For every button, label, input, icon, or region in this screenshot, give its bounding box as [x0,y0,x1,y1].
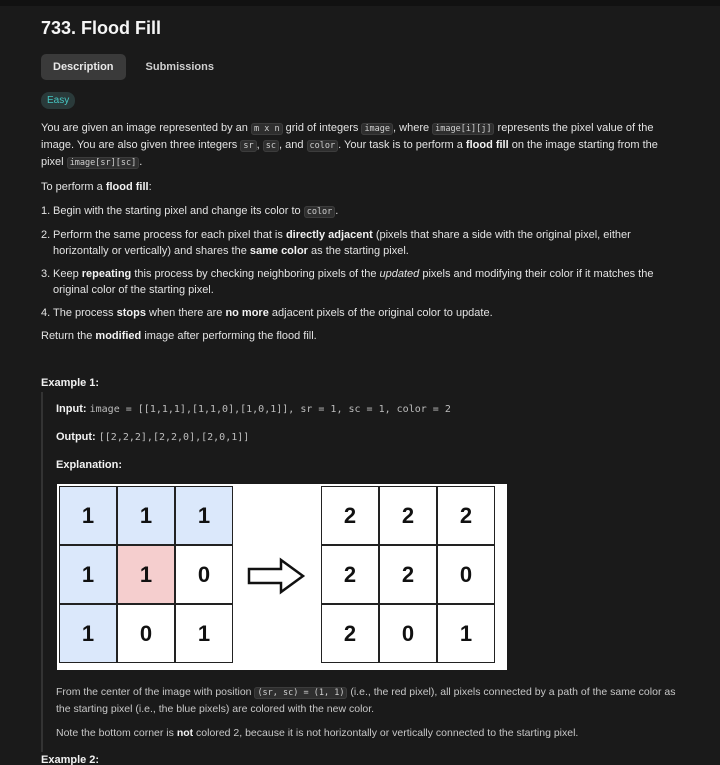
grid-cell: 2 [437,486,495,545]
example-1-block [41,392,681,752]
example-output: Output: [[2,2,2],[2,2,0],[2,0,1]] [56,431,250,443]
grid-cell: 0 [437,545,495,604]
return-paragraph: Return the modified image after performing the flood fill. [41,330,317,342]
flood-fill-diagram [57,484,507,670]
explanation-note-2: Note the bottom corner is not colored 2, because it is not horizontally or vertically connected to the starting pixel. [56,727,579,739]
example-2-title: Example 2: [41,754,100,765]
example-1-title: Example 1: [41,377,100,389]
grid-cell: 1 [175,486,233,545]
tab-submissions[interactable]: Submissions [145,61,214,73]
grid-cell: 2 [321,545,379,604]
grid-cell: 1 [437,604,495,663]
grid-cell: 1 [117,486,175,545]
grid-cell: 1 [59,545,117,604]
list-item: 1. Begin with the starting pixel and change its color to color . [41,205,339,217]
list-item: 4. The process stops when there are no more adjacent pixels of the original color to update. [41,307,493,319]
right-arrow-icon [245,556,307,596]
grid-cell: 2 [379,486,437,545]
flood-fill-intro: To perform a flood fill: [41,181,152,193]
list-item: 3. Keep repeating this process by checking neighboring pixels of the updated pixels and modifying their color if it matches the original color of the starting pixel. [41,268,654,296]
grid-cell: 1 [59,486,117,545]
grid-cell: 2 [321,486,379,545]
explanation-note-1: From the center of the image with position (sr, sc) = (1, 1) (i.e., the red pixel), all pixels connected by a path of the same color as the starting pixel (i.e., the blue pixels) are colored with the new color. [56,686,676,715]
example-input: Input: image = [[1,1,1],[1,1,0],[1,0,1]], sr = 1, sc = 1, color = 2 [56,403,451,415]
grid-cell: 2 [321,604,379,663]
intro-paragraph: You are given an image represented by an m x n grid of integers image , where image[i][j] represents the pixel value of the image. You are also given three integers sr , sc , and color . Your task is to perform a flood fill on the image starting from the pixel image[sr][sc] . [41,122,658,168]
top-bar [0,0,720,6]
list-item: 2. Perform the same process for each pixel that is directly adjacent (pixels that share a side with the original pixel, either horizontally or vertically) and shares the same color as the starting pixel. [41,229,631,257]
grid-cell: 2 [379,545,437,604]
tab-bar [41,54,226,80]
grid-cell: 0 [117,604,175,663]
problem-description [41,120,681,352]
steps-list [41,203,681,321]
grid-before [59,486,233,663]
tab-description[interactable]: Description [41,54,126,80]
difficulty-badge: Easy [41,92,75,109]
grid-cell: 1 [175,604,233,663]
problem-title: 733. Flood Fill [41,18,162,38]
grid-cell: 0 [379,604,437,663]
example-explanation-label: Explanation: [56,459,123,471]
grid-after [321,486,495,663]
grid-cell: 1 [59,604,117,663]
grid-cell: 0 [175,545,233,604]
grid-cell: 1 [117,545,175,604]
